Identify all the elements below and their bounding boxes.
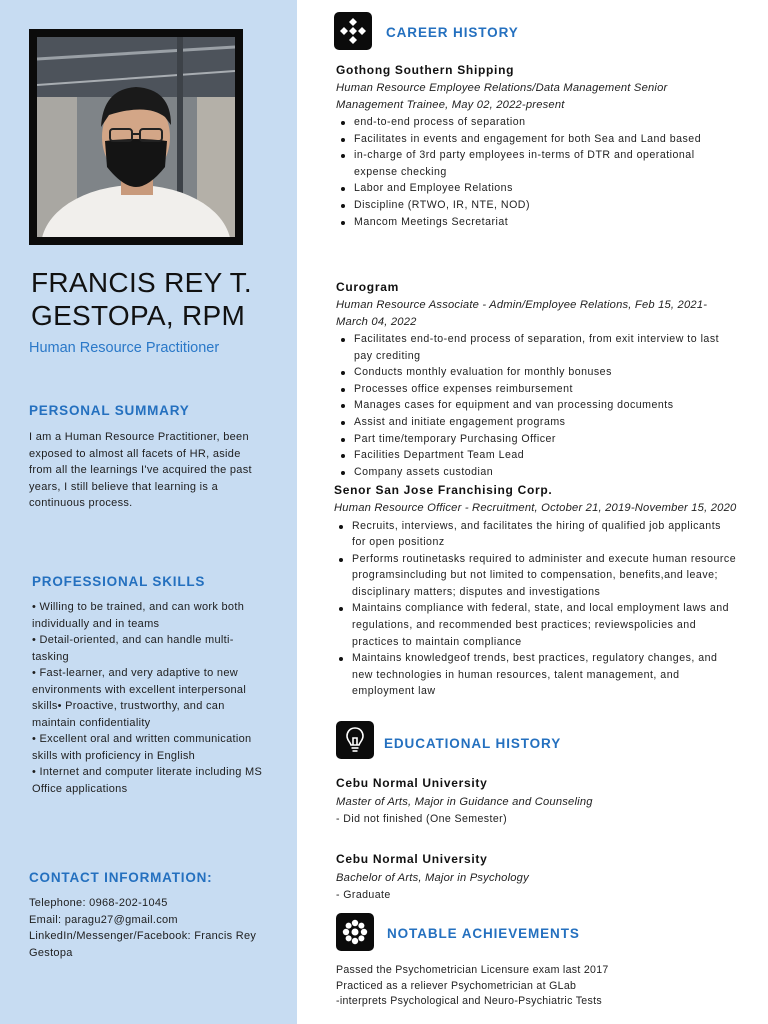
list-item: in-charge of 3rd party employees in-terms of DTR and operational expense checking [336,147,711,180]
list-item: Performs routinetasks required to administer and execute human resource programsincluding but not limited to compensation, benefits,and leave; disciplinary matters; disputes and investigations [334,551,738,601]
name-line-1: FRANCIS REY T. [31,267,252,298]
skill-item: • Fast-learner, and very adaptive to new environments with excellent interpersonal skills• Proactive, trustworthy, and can maintain confidentiality [32,667,247,729]
profile-photo [37,37,235,237]
career-history-title: CAREER HISTORY [386,25,519,40]
list-item: Assist and initiate engagement programs [336,414,721,431]
skills-list [32,599,264,797]
job-entry [336,279,736,480]
contact-title: CONTACT INFORMATION: [29,870,213,885]
contact-telephone: Telephone: 0968-202-1045 [29,897,168,909]
education-note: - Graduate [336,888,391,901]
list-item: Processes office expenses reimbursement [336,381,721,398]
company-name: Curogram [336,280,399,294]
contact-social: LinkedIn/Messenger/Facebook: Francis Rey Gestopa [29,930,257,959]
personal-summary-text: I am a Human Resource Practitioner, been exposed to almost all facets of HR, aside from all the learnings I've acquired the past years, I still believe that learning is a continuous process. [29,431,252,509]
skill-item: • Excellent oral and written communication skills with proficiency in English [32,733,252,762]
education-entry [336,851,736,903]
list-item: Facilitates end-to-end process of separation, from exit interview to last pay crediting [336,331,721,364]
profile-photo-frame [29,29,243,245]
notable-achievements-title: NOTABLE ACHIEVEMENTS [387,926,580,941]
personal-summary-title: PERSONAL SUMMARY [29,403,190,418]
list-item: Facilities Department Team Lead [336,447,721,464]
list-item: Company assets custodian [336,464,721,481]
full-name [31,266,252,332]
list-item: Maintains knowledgeof trends, best practices, regulatory changes, and new technologies in human resources, talent management, and employment law [334,650,738,700]
job-entry [336,62,736,230]
job-position: Human Resource Officer - Recruitment, October 21, 2019-November 15, 2020 [334,502,737,514]
list-item: Conducts monthly evaluation for monthly bonuses [336,364,721,381]
education-entry [336,775,736,827]
list-item: Part time/temporary Purchasing Officer [336,431,721,448]
flower-icon [336,913,374,951]
job-role: Human Resource Practitioner [29,340,220,356]
diamond-pattern-icon [334,12,372,50]
job-position: Human Resource Employee Relations/Data Management Senior Management Trainee, May 02, 2022-present [336,82,668,111]
lightbulb-icon [336,721,374,759]
school-name: Cebu Normal University [336,776,488,790]
list-item: Facilitates in events and engagement for both Sea and Land based [336,131,711,148]
list-item: Labor and Employee Relations [336,180,711,197]
list-item: Mancom Meetings Secretariat [336,214,711,231]
list-item: Discipline (RTWO, IR, NTE, NOD) [336,197,711,214]
contact-details [29,895,279,961]
degree: Bachelor of Arts, Major in Psychology [336,872,529,884]
list-item: Manages cases for equipment and van processing documents [336,397,721,414]
job-entry [334,482,738,700]
school-name: Cebu Normal University [336,852,488,866]
achievement-item: -interprets Psychological and Neuro-Psychiatric Tests [336,995,602,1008]
job-bullets [336,114,711,230]
job-bullets [334,518,738,701]
achievement-item: Practiced as a reliever Psychometrician at GLab [336,979,577,992]
professional-skills-title: PROFESSIONAL SKILLS [32,574,206,589]
educational-history-title: EDUCATIONAL HISTORY [384,736,562,751]
company-name: Gothong Southern Shipping [336,63,515,77]
skill-item: • Internet and computer literate including MS Office applications [32,766,263,795]
education-note: - Did not finished (One Semester) [336,812,507,825]
skill-item: • Willing to be trained, and can work both individually and in teams [32,601,245,630]
job-position: Human Resource Associate - Admin/Employee Relations, Feb 15, 2021- March 04, 2022 [336,299,708,328]
achievements-list [336,963,736,1010]
achievement-item: Passed the Psychometrician Licensure exam last 2017 [336,964,609,976]
name-line-2: GESTOPA, RPM [31,300,246,331]
skill-item: • Detail-oriented, and can handle multi-tasking [32,634,234,663]
list-item: Recruits, interviews, and facilitates the hiring of qualified job applicants for open positionz [334,518,738,551]
contact-email: Email: paragu27@gmail.com [29,913,178,926]
degree: Master of Arts, Major in Guidance and Counseling [336,796,593,808]
list-item: Maintains compliance with federal, state, and local employment laws and regulations, and recommended best practices; reviewspolicies and practices to maintain compliance [334,600,738,650]
company-name: Senor San Jose Franchising Corp. [334,483,553,497]
job-bullets [336,331,721,480]
list-item: end-to-end process of separation [336,114,711,131]
